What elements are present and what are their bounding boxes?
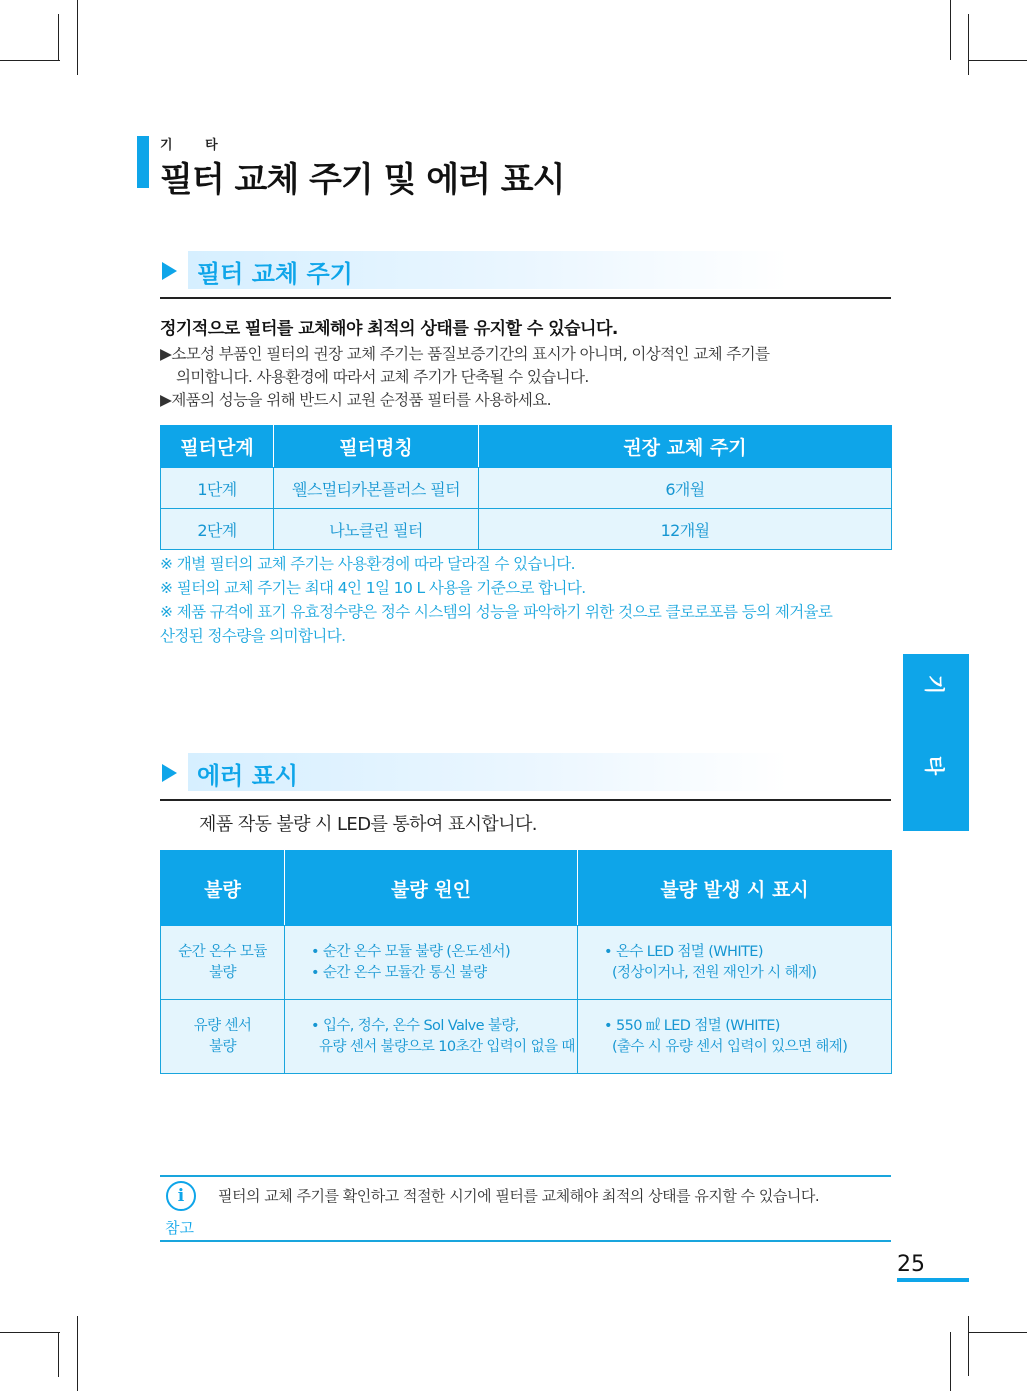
cell-line: (정상이거나, 전원 재인가 시 해제): [612, 964, 817, 981]
crop-mark: [77, 1316, 78, 1391]
side-chapter-tab: [903, 654, 969, 831]
table-cell: 1단계: [161, 468, 274, 509]
note-line: ※ 개별 필터의 교체 주기는 사용환경에 따라 달라질 수 있습니다.: [160, 555, 575, 573]
table-header: 불량 발생 시 표시: [578, 851, 892, 926]
crop-mark: [0, 1332, 60, 1333]
crop-mark: [0, 60, 60, 61]
crop-mark: [950, 0, 951, 60]
cell-line: • 순간 온수 모듈간 통신 불량: [311, 964, 487, 981]
section-heading-error: 에러 표시: [197, 762, 299, 790]
cell-line: • 순간 온수 모듈 불량 (온도센서): [311, 943, 510, 960]
table-row: [161, 926, 892, 1000]
title-accent-bar: [137, 136, 149, 188]
cell-line: 유량 센서 불량으로 10초간 입력이 없을 때: [319, 1038, 575, 1055]
table-header: 필터명칭: [274, 426, 479, 468]
bullet-line: ▶소모성 부품인 필터의 권장 교체 주기는 품질보증기간의 표시가 아니며, 이상적인 교체 주기를: [160, 345, 770, 363]
cell-line: 불량: [209, 964, 236, 981]
cell-line: 유량 센서: [193, 1017, 252, 1034]
table-header: 불량: [161, 851, 285, 926]
crop-mark: [950, 1332, 951, 1391]
filter-lead: 정기적으로 필터를 교체해야 최적의 상태를 유지할 수 있습니다.: [160, 319, 618, 339]
category-label: 기 타: [160, 138, 232, 153]
section-rule: [160, 799, 891, 801]
error-type-cell: [161, 926, 285, 1000]
cell-line: 불량: [209, 1038, 236, 1055]
error-cause-cell: [285, 926, 578, 1000]
cell-line: • 550 ㎖ LED 점멸 (WHITE): [604, 1017, 780, 1034]
table-row: [161, 468, 892, 509]
table-cell: 6개월: [479, 468, 892, 509]
page-title: 필터 교체 주기 및 에러 표시: [160, 160, 565, 200]
crop-mark: [968, 1332, 1027, 1333]
bullet-line: ▶제품의 성능을 위해 반드시 교원 순정품 필터를 사용하세요.: [160, 391, 551, 409]
cell-line: • 입수, 정수, 온수 Sol Valve 불량,: [311, 1017, 519, 1034]
table-header: 불량 원인: [285, 851, 578, 926]
section-heading-filter: 필터 교체 주기: [197, 260, 353, 288]
page-number: 25: [897, 1252, 925, 1277]
note-line: ※ 제품 규격에 표기 유효정수량은 정수 시스템의 성능을 파악하기 위한 것으로 클로로포름 등의 제거율로: [160, 603, 833, 621]
page-number-bar: [897, 1278, 969, 1282]
table-cell: 웰스멀티카본플러스 필터: [274, 468, 479, 509]
section-arrow-icon: [162, 262, 177, 280]
cell-line: 순간 온수 모듈: [178, 943, 267, 960]
error-type-cell: [161, 1000, 285, 1074]
filter-notes: [160, 552, 832, 648]
side-tab-char: 타: [922, 755, 947, 776]
side-tab-char: 기: [922, 674, 947, 695]
table-row: [161, 509, 892, 550]
reference-rule-top: [160, 1175, 891, 1177]
cell-line: (출수 시 유량 센서 입력이 있으면 해제): [612, 1038, 848, 1055]
error-display-cell: [578, 926, 892, 1000]
reference-label: 참고: [165, 1219, 194, 1237]
table-cell: 12개월: [479, 509, 892, 550]
reference-text: 필터의 교체 주기를 확인하고 적절한 시기에 필터를 교체해야 최적의 상태를 유지할 수 있습니다.: [218, 1187, 820, 1205]
table-cell: 2단계: [161, 509, 274, 550]
error-display-cell: [578, 1000, 892, 1074]
reference-rule-bottom: [160, 1240, 891, 1242]
bullet-line: 의미합니다. 사용환경에 따라서 교체 주기가 단축될 수 있습니다.: [176, 368, 589, 386]
error-cause-cell: [285, 1000, 578, 1074]
table-row: [161, 1000, 892, 1074]
crop-mark: [968, 60, 1027, 61]
error-lead: 제품 작동 불량 시 LED를 통하여 표시합니다.: [199, 814, 537, 835]
filter-table: [160, 425, 892, 550]
error-table: [160, 850, 892, 1074]
crop-mark: [968, 14, 969, 75]
section-rule: [160, 297, 891, 299]
crop-mark: [58, 14, 59, 60]
filter-bullets: [160, 343, 769, 412]
crop-mark: [968, 1316, 969, 1376]
crop-mark: [77, 0, 78, 75]
cell-line: • 온수 LED 점멸 (WHITE): [604, 943, 763, 960]
table-header: 권장 교체 주기: [479, 426, 892, 468]
table-cell: 나노클린 필터: [274, 509, 479, 550]
section-arrow-icon: [162, 764, 177, 782]
crop-mark: [58, 1332, 59, 1377]
info-icon: i: [166, 1181, 196, 1211]
note-line: 산정된 정수량을 의미합니다.: [160, 627, 346, 645]
table-header: 필터단계: [161, 426, 274, 468]
note-line: ※ 필터의 교체 주기는 최대 4인 1일 10 L 사용을 기준으로 합니다.: [160, 579, 586, 597]
